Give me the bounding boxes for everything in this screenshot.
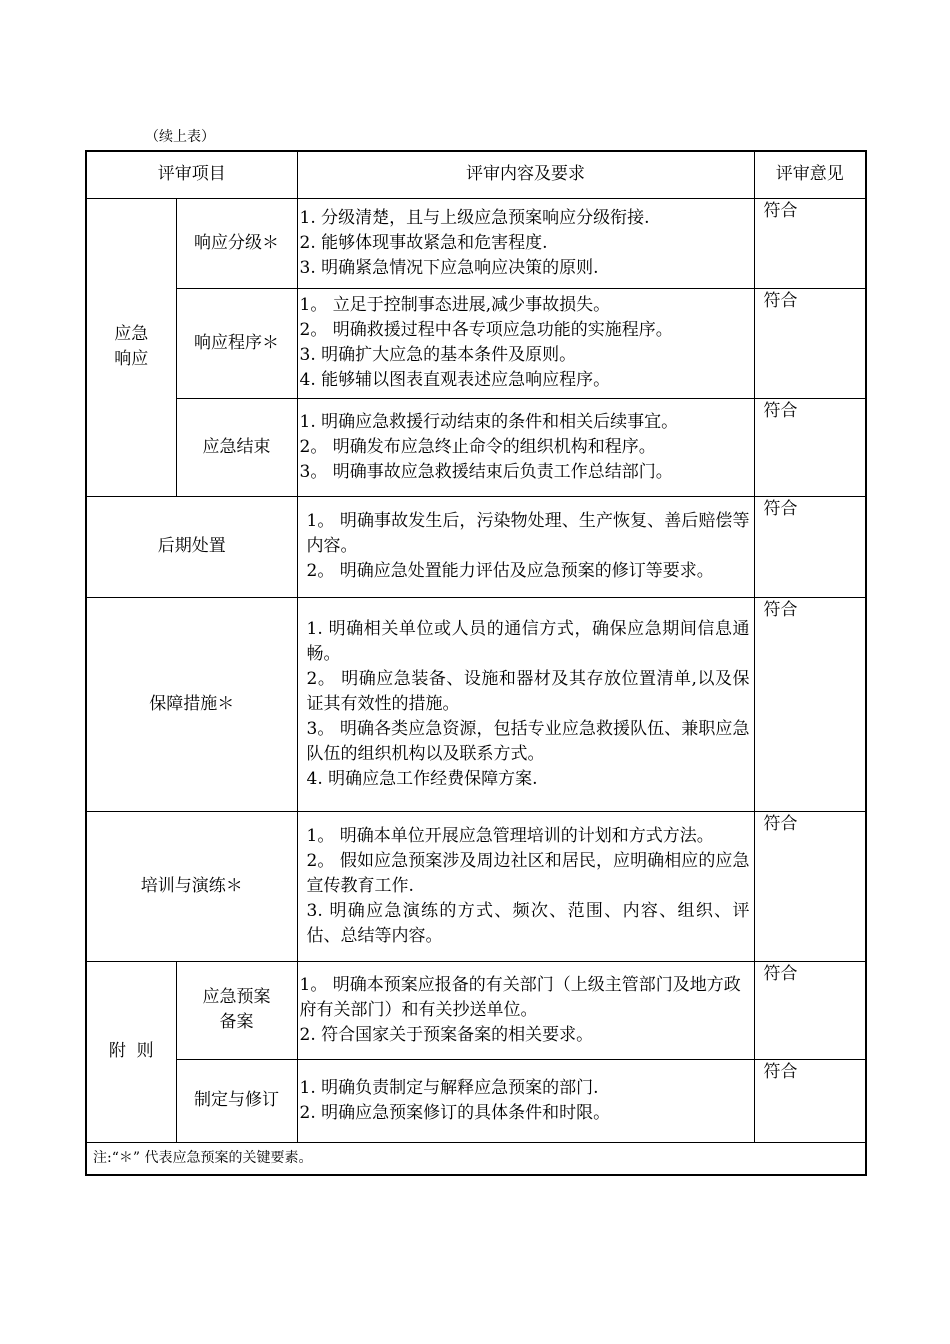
table-row [86,198,866,288]
row-opinion: 符合 [754,398,866,496]
row-opinion: 符合 [754,597,866,811]
header-opinion: 评审意见 [754,151,866,198]
row-content [297,597,754,811]
review-table [85,150,867,1176]
table-note: 注:“＊” 代表应急预案的关键要素。 [86,1142,866,1175]
content-line: 2。 明确应急处置能力评估及应急预案的修订等要求。 [306,561,714,581]
content-line: 2。 假如应急预案涉及周边社区和居民，应明确相应的应急宣传教育工作. [306,850,750,896]
row-opinion: 符合 [754,1059,866,1142]
row-label: 制定与修订 [176,1059,297,1142]
content-line: 1. 明确应急救援行动结束的条件和相关后续事宜。 [299,411,679,432]
header-row [86,151,866,198]
header-item: 评审项目 [86,151,297,198]
content-line: 1。 明确本单位开展应急管理培训的计划和方式方法。 [306,825,714,846]
content-line: 3。 明确事故应急救援结束后负责工作总结部门。 [299,461,673,482]
header-content: 评审内容及要求 [297,151,754,198]
row-opinion: 符合 [754,811,866,961]
row-label: 培训与演练＊ [86,811,297,961]
row-opinion: 符合 [754,198,866,288]
row-opinion: 符合 [754,961,866,1059]
table-row [86,288,866,398]
row-label: 响应程序＊ [176,288,297,398]
row-content [297,288,754,398]
table-row [86,597,866,811]
content-line: 3。 明确各类应急资源，包括专业应急救援队伍、兼职应急队伍的组织机构以及联系方式。 [306,718,750,764]
content-line: 1。 明确本预案应报备的有关部门（上级主管部门及地方政府有关部门）和有关抄送单位。 [299,974,741,1020]
continued-caption: （续上表） [145,129,215,145]
table-row [86,1059,866,1142]
content-line: 1。 明确事故发生后，污染物处理、生产恢复、善后赔偿等内容。 [306,511,750,556]
table-row [86,398,866,496]
content-line: 2. 明确应急预案修订的具体条件和时限。 [299,1102,611,1123]
row-opinion: 符合 [754,496,866,597]
row-label: 响应分级＊ [176,198,297,288]
content-line: 4. 明确应急工作经费保障方案. [306,768,538,789]
content-line: 1。 立足于控制事态进展,减少事故损失。 [299,295,611,315]
row-content [297,811,754,961]
content-line: 2. 能够体现事故紧急和危害程度. [299,232,548,253]
content-line: 1. 明确负责制定与解释应急预案的部门. [299,1077,599,1098]
row-opinion: 符合 [754,288,866,398]
content-line: 1. 明确相关单位或人员的通信方式，确保应急期间信息通畅。 [306,618,750,664]
content-line: 3. 明确扩大应急的基本条件及原则。 [299,345,577,365]
row-content [297,398,754,496]
row-label: 应急预案 备案 [176,961,297,1059]
table-row [86,961,866,1059]
content-line: 2。 明确应急装备、设施和器材及其存放位置清单,以及保证其有效性的措施。 [306,668,750,714]
content-line: 3. 明确紧急情况下应急响应决策的原则. [299,257,599,278]
section-title-response: 应急 响应 [86,198,176,496]
row-content [297,496,754,597]
content-line: 1. 分级清楚，且与上级应急预案响应分级衔接. [299,207,650,228]
row-label: 应急结束 [176,398,297,496]
row-label: 后期处置 [86,496,297,597]
section-title-appendix: 附 则 [86,961,176,1142]
table-row [86,811,866,961]
content-line: 3. 明确应急演练的方式、频次、范围、内容、组织、评估、总结等内容。 [306,900,750,946]
row-content [297,1059,754,1142]
table-row [86,496,866,597]
row-content [297,198,754,288]
content-line: 2。 明确救援过程中各专项应急功能的实施程序。 [299,320,673,340]
content-line: 4. 能够辅以图表直观表述应急响应程序。 [299,370,611,390]
row-label: 保障措施＊ [86,597,297,811]
content-line: 2. 符合国家关于预案备案的相关要求。 [299,1024,594,1045]
content-line: 2。 明确发布应急终止命令的组织机构和程序。 [299,436,656,457]
row-content [297,961,754,1059]
note-row [86,1142,866,1175]
